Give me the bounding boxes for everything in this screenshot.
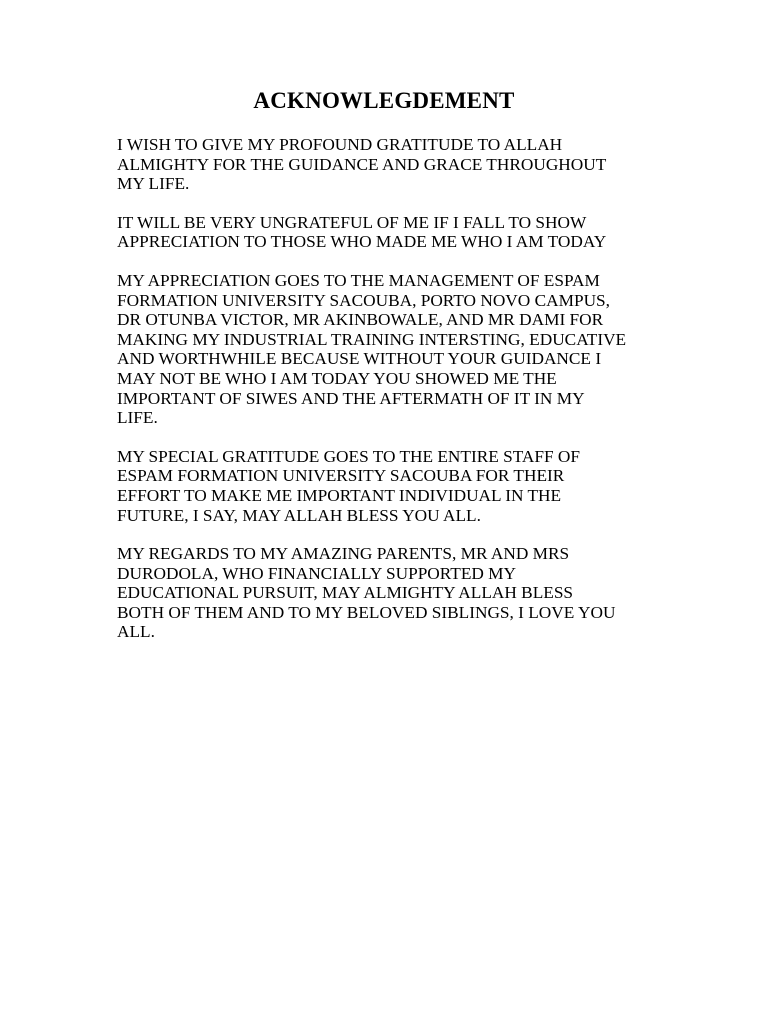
text-line: ALMIGHTY FOR THE GUIDANCE AND GRACE THROUGHOUT bbox=[117, 154, 607, 174]
acknowledgement-body bbox=[117, 135, 662, 661]
text-line: I WISH TO GIVE MY PROFOUND GRATITUDE TO ALLAH bbox=[117, 135, 563, 154]
text-line: IT WILL BE VERY UNGRATEFUL OF ME IF I FALL TO SHOW bbox=[117, 212, 587, 232]
paragraph-gratitude-allah bbox=[117, 135, 662, 194]
page-title: ACKNOWLEGDEMENT bbox=[253, 88, 515, 113]
text-line: FORMATION UNIVERSITY SACOUBA, PORTO NOVO CAMPUS, bbox=[117, 290, 610, 310]
text-line: IMPORTANT OF SIWES AND THE AFTERMATH OF IT IN MY bbox=[117, 388, 585, 408]
text-line: ESPAM FORMATION UNIVERSITY SACOUBA FOR THEIR bbox=[117, 466, 565, 486]
text-line: MY LIFE. bbox=[117, 174, 190, 194]
text-line: ALL. bbox=[117, 622, 155, 642]
text-line: MAY NOT BE WHO I AM TODAY YOU SHOWED ME THE bbox=[117, 368, 557, 388]
text-line: MAKING MY INDUSTRIAL TRAINING INTERSTING, EDUCATIVE bbox=[117, 329, 627, 349]
text-line: MY APPRECIATION GOES TO THE MANAGEMENT OF ESPAM bbox=[117, 270, 600, 290]
text-line: EFFORT TO MAKE ME IMPORTANT INDIVIDUAL IN THE bbox=[117, 485, 562, 505]
paragraph-appreciation-intro bbox=[117, 213, 662, 252]
paragraph-parents-siblings bbox=[117, 544, 662, 642]
text-line: MY REGARDS TO MY AMAZING PARENTS, MR AND MRS bbox=[117, 544, 570, 564]
text-line: LIFE. bbox=[117, 408, 158, 428]
paragraph-management bbox=[117, 271, 662, 428]
text-line: DURODOLA, WHO FINANCIALLY SUPPORTED MY bbox=[117, 563, 517, 583]
text-line: BOTH OF THEM AND TO MY BELOVED SIBLINGS, I LOVE YOU bbox=[117, 602, 616, 622]
paragraph-staff-gratitude bbox=[117, 447, 662, 525]
text-line: AND WORTHWHILE BECAUSE WITHOUT YOUR GUIDANCE I bbox=[117, 349, 602, 369]
text-line: APPRECIATION TO THOSE WHO MADE ME WHO I AM TODAY bbox=[117, 232, 607, 252]
text-line: MY SPECIAL GRATITUDE GOES TO THE ENTIRE STAFF OF bbox=[117, 446, 580, 466]
text-line: FUTURE, I SAY, MAY ALLAH BLESS YOU ALL. bbox=[117, 505, 481, 525]
text-line: EDUCATIONAL PURSUIT, MAY ALMIGHTY ALLAH BLESS bbox=[117, 583, 574, 603]
text-line: DR OTUNBA VICTOR, MR AKINBOWALE, AND MR DAMI FOR bbox=[117, 310, 604, 330]
